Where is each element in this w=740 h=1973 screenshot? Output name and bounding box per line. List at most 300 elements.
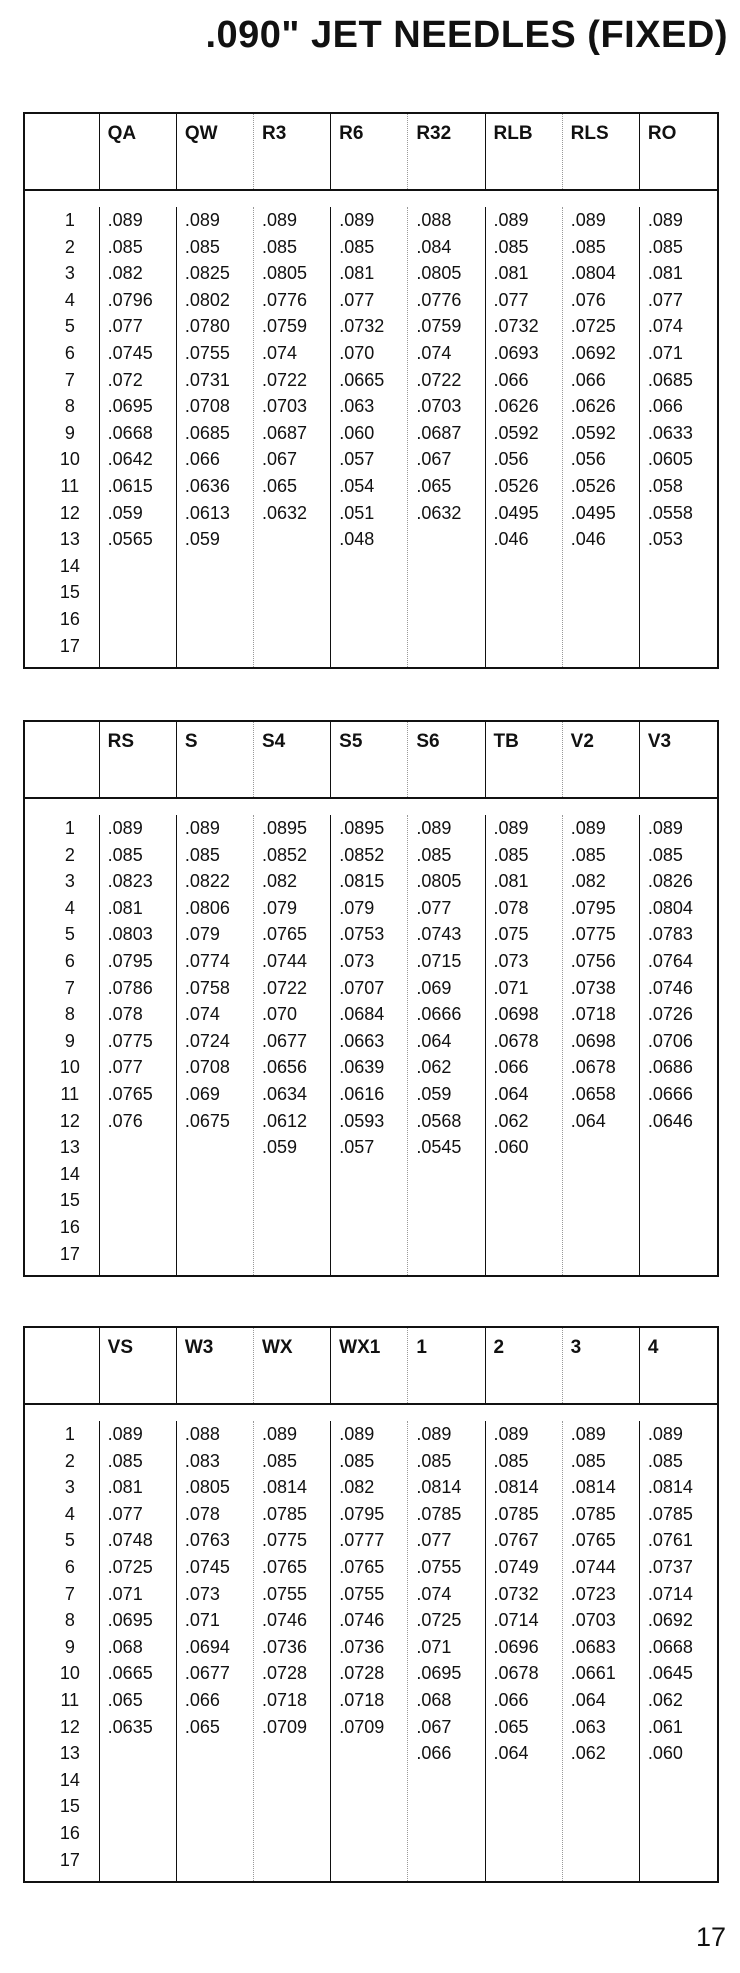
needle-size-value: .081 [339, 263, 375, 284]
needle-size-value: .0744 [570, 1556, 616, 1577]
row-number: 9 [64, 1030, 75, 1051]
jet-needle-table-3 [23, 1326, 719, 1883]
jet-needle-table-1 [23, 112, 719, 669]
needle-size-value: .0728 [339, 1663, 385, 1684]
table-body [25, 1405, 717, 1881]
needle-size-value: .085 [416, 1450, 452, 1471]
needle-size-value: .0743 [416, 924, 462, 945]
needle-size-value: .081 [107, 897, 143, 918]
needle-size-value: .0526 [493, 475, 539, 496]
needle-size-value: .0796 [107, 289, 153, 310]
needle-size-value: .081 [647, 263, 683, 284]
row-number: 9 [64, 422, 75, 443]
column-header: W3 [177, 1328, 254, 1403]
needle-size-value: .0725 [570, 316, 616, 337]
value-column [100, 207, 177, 667]
row-number: 3 [64, 871, 75, 892]
needle-size-value: .0687 [262, 422, 308, 443]
needle-size-value: .077 [416, 1530, 452, 1551]
needle-size-value: .0805 [416, 871, 462, 892]
needle-size-value: .081 [493, 871, 529, 892]
needle-size-value: .0663 [339, 1030, 385, 1051]
value-column [254, 207, 331, 667]
row-number: 10 [59, 1057, 80, 1078]
row-number: 4 [64, 1503, 75, 1524]
needle-size-value: .066 [184, 1689, 220, 1710]
needle-size-value: .0804 [647, 897, 693, 918]
needle-size-value: .0605 [647, 449, 693, 470]
needle-size-value: .074 [262, 342, 298, 363]
needle-size-value: .085 [184, 844, 220, 865]
needle-size-value: .0592 [570, 422, 616, 443]
needle-size-value: .0732 [339, 316, 385, 337]
needle-size-value: .057 [339, 1137, 375, 1158]
needle-size-value: .064 [570, 1110, 606, 1131]
needle-size-value: .057 [339, 449, 375, 470]
needle-size-value: .089 [107, 818, 143, 838]
needle-size-value: .0703 [262, 396, 308, 417]
needle-size-value: .0805 [184, 1477, 230, 1498]
needle-size-value: .089 [647, 210, 683, 230]
row-number-header [25, 114, 100, 189]
needle-size-value: .0632 [416, 502, 462, 523]
needle-size-value: .0708 [184, 1057, 230, 1078]
row-number: 14 [59, 555, 80, 576]
needle-size-value: .060 [493, 1137, 529, 1158]
needle-size-value: .079 [184, 924, 220, 945]
needle-size-value: .064 [416, 1030, 452, 1051]
value-column [408, 815, 485, 1275]
value-column [254, 815, 331, 1275]
needle-size-value: .085 [107, 1450, 143, 1471]
needle-size-value: .0755 [262, 1583, 308, 1604]
row-number: 8 [64, 396, 75, 417]
needle-size-value: .085 [570, 844, 606, 865]
table-body [25, 191, 717, 667]
needle-size-value: .066 [493, 369, 529, 390]
row-number: 17 [59, 635, 80, 656]
needle-size-value: .0748 [107, 1530, 153, 1551]
column-header: R32 [408, 114, 485, 189]
row-number: 2 [64, 1450, 75, 1471]
needle-size-value: .089 [339, 210, 375, 230]
needle-size-value: .060 [339, 422, 375, 443]
needle-size-value: .0684 [339, 1004, 385, 1025]
needle-size-value: .0665 [339, 369, 385, 390]
needle-size-value: .077 [107, 1057, 143, 1078]
needle-size-value: .046 [570, 529, 606, 550]
needle-size-value: .0776 [262, 289, 308, 310]
needle-size-value: .082 [570, 871, 606, 892]
needle-size-value: .0678 [493, 1030, 539, 1051]
needle-size-value: .089 [262, 1424, 298, 1444]
needle-size-value: .064 [570, 1689, 606, 1710]
column-header: V3 [647, 731, 672, 752]
column-header: RLS [563, 114, 640, 189]
column-header: 4 [647, 1337, 659, 1358]
row-number: 4 [64, 897, 75, 918]
column-header: S [177, 722, 254, 797]
needle-size-value: .0645 [647, 1663, 693, 1684]
needle-size-value: .089 [570, 210, 606, 230]
needle-size-value: .077 [339, 289, 375, 310]
needle-size-value: .066 [416, 1743, 452, 1764]
needle-size-value: .076 [107, 1110, 143, 1131]
needle-size-value: .0693 [493, 342, 539, 363]
needle-size-value: .077 [107, 316, 143, 337]
row-number: 8 [64, 1004, 75, 1025]
needle-size-value: .0795 [570, 897, 616, 918]
needle-size-value: .0785 [262, 1503, 308, 1524]
needle-size-value: .063 [339, 396, 375, 417]
needle-size-value: .0633 [647, 422, 693, 443]
needle-size-value: .066 [493, 1689, 529, 1710]
needle-size-value: .089 [262, 210, 298, 230]
needle-size-value: .089 [647, 1424, 683, 1444]
needle-size-value: .0780 [184, 316, 230, 337]
needle-size-value: .060 [647, 1743, 683, 1764]
needle-size-value: .0714 [493, 1610, 539, 1631]
column-header: R3 [254, 114, 331, 189]
needle-size-value: .085 [262, 236, 298, 257]
needle-size-value: .0612 [262, 1110, 308, 1131]
value-column [640, 207, 717, 667]
needle-size-value: .059 [416, 1083, 452, 1104]
needle-size-value: .067 [416, 1716, 452, 1737]
value-column [408, 207, 485, 667]
needle-size-value: .0785 [493, 1503, 539, 1524]
needle-size-value: .0723 [570, 1583, 616, 1604]
column-header: V2 [563, 722, 640, 797]
value-column [254, 1421, 331, 1881]
row-number: 11 [60, 475, 80, 496]
needle-size-value: .0568 [416, 1110, 462, 1131]
value-column [408, 1421, 485, 1881]
needle-size-value: .0761 [647, 1530, 693, 1551]
needle-size-value: .056 [570, 449, 606, 470]
needle-size-value: .0726 [647, 1004, 693, 1025]
needle-size-value: .0692 [647, 1610, 693, 1631]
row-number: 17 [59, 1849, 80, 1870]
column-header: QA [100, 114, 177, 189]
needle-size-value: .082 [107, 263, 143, 284]
needle-size-value: .0755 [339, 1583, 385, 1604]
row-number: 13 [59, 529, 80, 550]
needle-size-value: .0765 [107, 1083, 153, 1104]
needle-size-value: .079 [262, 897, 298, 918]
value-column [100, 815, 177, 1275]
needle-size-value: .088 [184, 1424, 220, 1444]
needle-size-value: .0825 [184, 263, 230, 284]
needle-size-value: .0696 [493, 1636, 539, 1657]
needle-size-value: .0708 [184, 396, 230, 417]
needle-size-value: .085 [493, 1450, 529, 1471]
needle-size-value: .089 [570, 1424, 606, 1444]
needle-size-value: .0613 [184, 502, 230, 523]
page-number: 17 [695, 1922, 726, 1952]
needle-size-value: .0795 [339, 1503, 385, 1524]
value-column [563, 207, 640, 667]
value-column [640, 1421, 717, 1881]
row-number: 2 [64, 236, 75, 257]
needle-size-value: .062 [493, 1110, 529, 1131]
needle-size-value: .085 [647, 236, 683, 257]
needle-size-value: .0749 [493, 1556, 539, 1577]
needle-size-value: .0715 [416, 950, 462, 971]
needle-size-value: .0755 [184, 342, 230, 363]
row-number: 15 [59, 582, 80, 603]
needle-size-value: .070 [339, 342, 375, 363]
needle-size-value: .065 [493, 1716, 529, 1737]
needle-size-value: .0785 [416, 1503, 462, 1524]
needle-size-value: .064 [493, 1083, 529, 1104]
needle-size-value: .0732 [493, 1583, 539, 1604]
needle-size-value: .0815 [339, 871, 385, 892]
needle-size-value: .0765 [570, 1530, 616, 1551]
needle-size-value: .0666 [647, 1083, 693, 1104]
needle-size-value: .0767 [493, 1530, 539, 1551]
needle-size-value: .089 [416, 1424, 452, 1444]
needle-size-value: .0814 [262, 1477, 308, 1498]
needle-size-value: .0745 [184, 1556, 230, 1577]
row-number: 12 [59, 1110, 80, 1131]
row-number: 2 [64, 844, 75, 865]
needle-size-value: .069 [184, 1083, 220, 1104]
needle-size-value: .0765 [262, 1556, 308, 1577]
row-number: 1 [64, 1424, 75, 1444]
needle-size-value: .061 [647, 1716, 683, 1737]
table-body [25, 799, 717, 1275]
needle-size-value: .0703 [416, 396, 462, 417]
needle-size-value: .0775 [107, 1030, 153, 1051]
needle-size-value: .0805 [262, 263, 308, 284]
needle-size-value: .0806 [184, 897, 230, 918]
row-number-column [25, 207, 100, 667]
value-column [331, 1421, 408, 1881]
row-number: 14 [59, 1163, 80, 1184]
needle-size-value: .078 [493, 897, 529, 918]
needle-size-value: .089 [493, 818, 529, 838]
row-number: 15 [59, 1796, 80, 1817]
needle-size-value: .0666 [416, 1004, 462, 1025]
needle-size-value: .0732 [493, 316, 539, 337]
needle-size-value: .0753 [339, 924, 385, 945]
needle-size-value: .0814 [493, 1477, 539, 1498]
needle-size-value: .071 [184, 1610, 220, 1631]
needle-size-value: .067 [262, 449, 298, 470]
needle-size-value: .0526 [570, 475, 616, 496]
needle-size-value: .0764 [647, 950, 693, 971]
row-number: 7 [64, 1583, 75, 1604]
needle-size-value: .085 [493, 236, 529, 257]
needle-size-value: .0765 [339, 1556, 385, 1577]
needle-size-value: .0814 [570, 1477, 616, 1498]
needle-size-value: .068 [416, 1689, 452, 1710]
needle-size-value: .0665 [107, 1663, 153, 1684]
needle-size-value: .0695 [107, 396, 153, 417]
needle-size-value: .054 [339, 475, 375, 496]
needle-size-value: .0785 [570, 1503, 616, 1524]
needle-size-value: .083 [184, 1450, 220, 1471]
row-number: 5 [64, 924, 75, 945]
needle-size-value: .0756 [570, 950, 616, 971]
needle-size-value: .0802 [184, 289, 230, 310]
needle-size-value: .0725 [416, 1610, 462, 1631]
needle-size-value: .068 [107, 1636, 143, 1657]
column-header: 1 [408, 1328, 485, 1403]
row-number: 10 [59, 1663, 80, 1684]
needle-size-value: .0687 [416, 422, 462, 443]
column-header: TB [486, 722, 563, 797]
needle-size-value: .0626 [570, 396, 616, 417]
needle-size-value: .073 [493, 950, 529, 971]
needle-size-value: .058 [647, 475, 683, 496]
needle-size-value: .066 [647, 396, 683, 417]
row-number: 6 [64, 950, 75, 971]
needle-size-value: .0823 [107, 871, 153, 892]
needle-size-value: .085 [107, 236, 143, 257]
needle-size-value: .0639 [339, 1057, 385, 1078]
row-number: 9 [64, 1636, 75, 1657]
needle-size-value: .085 [647, 1450, 683, 1471]
needle-size-value: .0685 [184, 422, 230, 443]
needle-size-value: .088 [416, 210, 452, 230]
value-column [100, 1421, 177, 1881]
row-number: 12 [59, 1716, 80, 1737]
needle-size-value: .065 [416, 475, 452, 496]
needle-size-value: .066 [493, 1057, 529, 1078]
needle-size-value: .0765 [262, 924, 308, 945]
row-number: 15 [59, 1190, 80, 1211]
needle-size-value: .071 [493, 977, 529, 998]
needle-size-value: .0692 [570, 342, 616, 363]
needle-size-value: .089 [184, 818, 220, 838]
needle-size-value: .0698 [493, 1004, 539, 1025]
value-column [486, 815, 563, 1275]
needle-size-value: .0658 [570, 1083, 616, 1104]
row-number: 6 [64, 1556, 75, 1577]
needle-size-value: .059 [107, 502, 143, 523]
row-number: 13 [59, 1137, 80, 1158]
needle-size-value: .0724 [184, 1030, 230, 1051]
needle-size-value: .067 [416, 449, 452, 470]
needle-size-value: .059 [184, 529, 220, 550]
needle-size-value: .0695 [416, 1663, 462, 1684]
column-header: RLB [486, 114, 563, 189]
needle-size-value: .0722 [262, 369, 308, 390]
needle-size-value: .0718 [570, 1004, 616, 1025]
row-number: 16 [59, 1822, 80, 1843]
column-header: WX1 [331, 1328, 408, 1403]
needle-size-value: .0722 [416, 369, 462, 390]
needle-size-value: .0759 [416, 316, 462, 337]
needle-size-value: .089 [339, 1424, 375, 1444]
needle-size-value: .0694 [184, 1636, 230, 1657]
row-number: 1 [64, 210, 75, 230]
needle-size-value: .066 [570, 369, 606, 390]
needle-size-value: .0731 [184, 369, 230, 390]
column-header: RO [647, 123, 677, 144]
needle-size-value: .0745 [107, 342, 153, 363]
needle-size-value: .0707 [339, 977, 385, 998]
needle-size-value: .074 [184, 1004, 220, 1025]
needle-size-value: .0774 [184, 950, 230, 971]
row-number: 13 [59, 1743, 80, 1764]
needle-size-value: .0661 [570, 1663, 616, 1684]
needle-size-value: .048 [339, 529, 375, 550]
needle-size-value: .0722 [262, 977, 308, 998]
needle-size-value: .077 [107, 1503, 143, 1524]
value-column [640, 815, 717, 1275]
needle-size-value: .0677 [262, 1030, 308, 1051]
needle-size-value: .0755 [416, 1556, 462, 1577]
row-number: 6 [64, 342, 75, 363]
needle-size-value: .051 [339, 502, 375, 523]
needle-size-value: .0703 [570, 1610, 616, 1631]
row-number: 12 [59, 502, 80, 523]
table-header-row [25, 114, 717, 191]
needle-size-value: .0728 [262, 1663, 308, 1684]
needle-size-value: .089 [107, 210, 143, 230]
needle-size-value: .0695 [107, 1610, 153, 1631]
needle-size-value: .0803 [107, 924, 153, 945]
needle-size-value: .085 [570, 236, 606, 257]
column-header: 2 [486, 1328, 563, 1403]
value-column [177, 207, 254, 667]
value-column [486, 1421, 563, 1881]
value-column [563, 1421, 640, 1881]
needle-size-value: .065 [107, 1689, 143, 1710]
value-column [177, 815, 254, 1275]
needle-size-value: .066 [184, 449, 220, 470]
jet-needle-table-2 [23, 720, 719, 1277]
needle-size-value: .0737 [647, 1556, 693, 1577]
needle-size-value: .085 [570, 1450, 606, 1471]
needle-size-value: .0814 [416, 1477, 462, 1498]
needle-size-value: .056 [493, 449, 529, 470]
needle-size-value: .0758 [184, 977, 230, 998]
needle-size-value: .0616 [339, 1083, 385, 1104]
row-number: 1 [64, 818, 75, 838]
row-number: 7 [64, 369, 75, 390]
needle-size-value: .0786 [107, 977, 153, 998]
table-header-row [25, 722, 717, 799]
value-column [563, 815, 640, 1275]
needle-size-value: .0822 [184, 871, 230, 892]
needle-size-value: .0709 [262, 1716, 308, 1737]
needle-size-value: .071 [416, 1636, 452, 1657]
needle-size-value: .085 [184, 236, 220, 257]
needle-size-value: .078 [107, 1004, 143, 1025]
needle-size-value: .074 [647, 316, 683, 337]
row-number: 11 [60, 1689, 80, 1710]
needle-size-value: .0626 [493, 396, 539, 417]
needle-size-value: .0565 [107, 529, 153, 550]
needle-size-value: .0852 [262, 844, 308, 865]
row-number-column [25, 815, 100, 1275]
needle-size-value: .089 [416, 818, 452, 838]
needle-size-value: .081 [107, 1477, 143, 1498]
needle-size-value: .076 [570, 289, 606, 310]
needle-size-value: .0686 [647, 1057, 693, 1078]
needle-size-value: .0746 [339, 1610, 385, 1631]
row-number-header [25, 1328, 100, 1403]
needle-size-value: .071 [647, 342, 683, 363]
needle-size-value: .0763 [184, 1530, 230, 1551]
row-number: 16 [59, 1216, 80, 1237]
needle-size-value: .079 [339, 897, 375, 918]
needle-size-value: .0642 [107, 449, 153, 470]
